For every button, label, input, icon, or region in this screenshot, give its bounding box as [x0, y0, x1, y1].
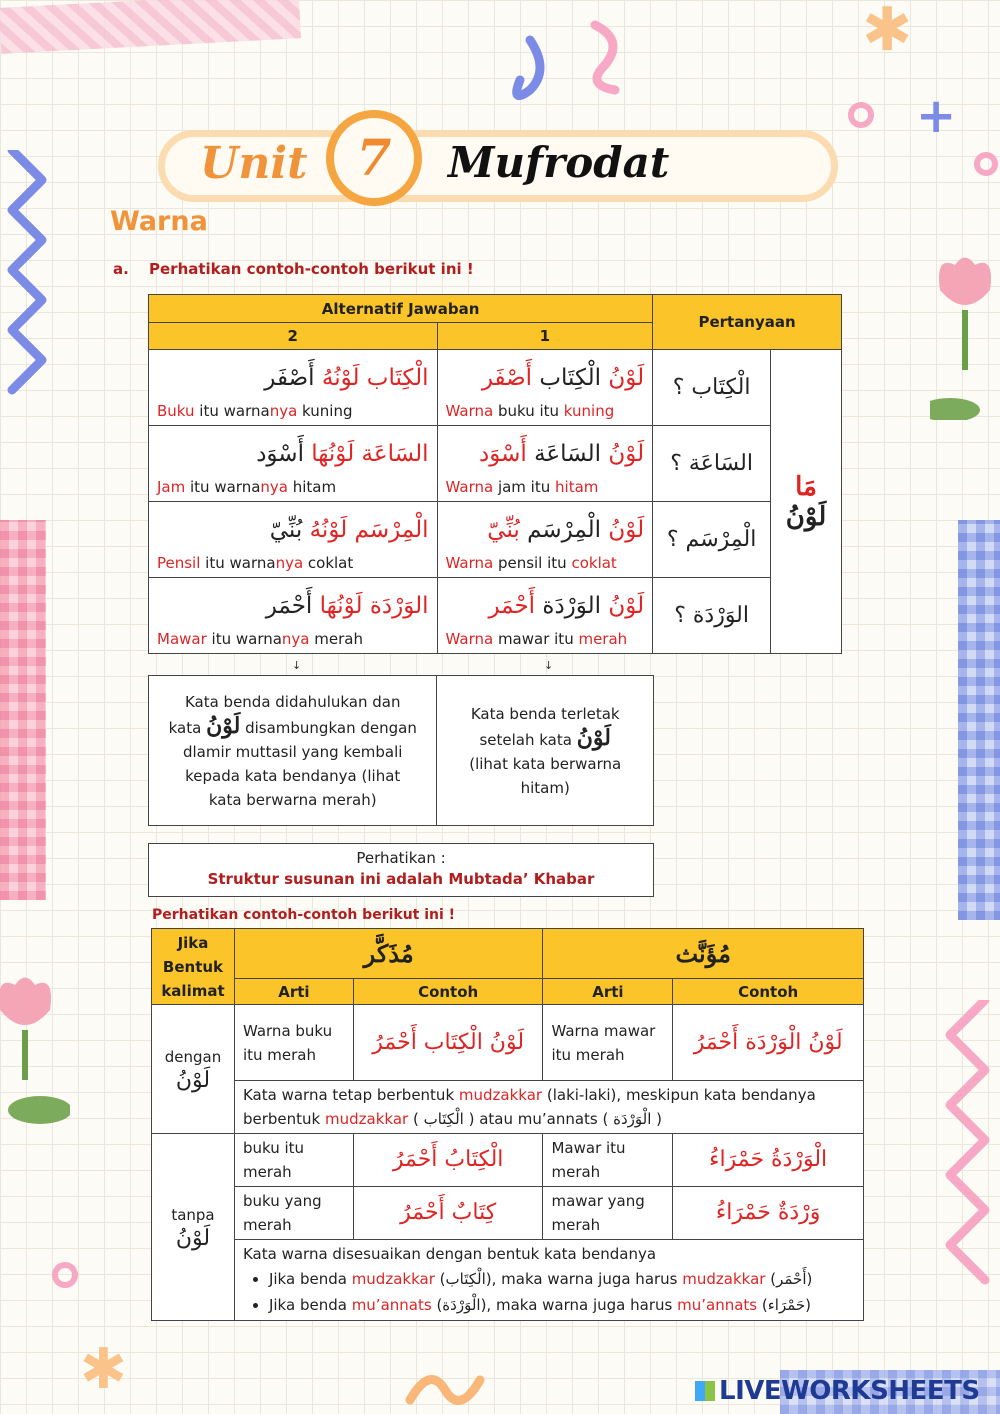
answer-1-arabic: لَوْنُ الْمِرْسَم بُنِّيّ [437, 502, 653, 552]
liveworksheets-icon [695, 1381, 715, 1401]
answer-2-arabic: الْكِتَاب لَوْنُهُ أَصْفَر [149, 350, 438, 400]
note-heading: Perhatikan : [356, 849, 446, 867]
list-item: • Jika benda mu’annats (الْوَرْدَة), maka warna juga harus mu’annats (حَمْرَاء) [269, 1292, 855, 1318]
arti-muannats: Mawar itu merah [543, 1134, 673, 1187]
header-contoh: Contoh [673, 979, 864, 1005]
header-pertanyaan: Pertanyaan [653, 295, 842, 350]
question-word: مَا لَوْنُ [771, 350, 842, 654]
zigzag-left [2, 150, 52, 410]
flower-right [930, 250, 1000, 420]
row-tanpa: tanpa لَوْنُ [152, 1134, 235, 1321]
flower-left [0, 970, 70, 1140]
instruction-a [113, 260, 474, 278]
answer-1-arabic: لَوْنُ السَاعَة أَسْوَد [437, 426, 653, 476]
meaning-1: Warna buku itu kuning [437, 400, 653, 426]
instruction-b: Perhatikan contoh-contoh berikut ini ! [152, 907, 456, 923]
ring-top-right [848, 102, 874, 128]
section-title: Warna [110, 206, 208, 237]
examples-table [148, 294, 842, 654]
header-mudzakkar: مُذَكَّر [234, 929, 543, 979]
header-col-2: 2 [149, 323, 438, 350]
plus-top-right: + [916, 88, 957, 144]
answer-2-arabic: الوَرْدَة لَوْنُهَا أَحْمَر [149, 578, 438, 628]
washi-tape-left [0, 520, 46, 900]
squiggle-top [500, 20, 640, 110]
explanation-left: Kata benda didahulukan dan kata لَوْنُ disambungkan dengan dlamir muttasil yang kembali kepada kata bendanya (lihat kata berwarna merah) [149, 676, 437, 826]
meaning-1: Warna jam itu hitam [437, 476, 653, 502]
ring-bottom-left [52, 1262, 78, 1288]
contoh-mudzakkar: كِتَابٌ أَحْمَرُ [353, 1187, 543, 1240]
liveworksheets-logo[interactable]: LIVEWORKSHEETS [695, 1376, 980, 1406]
unit-number-badge: 7 [326, 110, 422, 206]
ring-right [974, 152, 998, 176]
meaning-2: Mawar itu warnanya merah [149, 628, 438, 654]
meaning-2: Pensil itu warnanya coklat [149, 552, 438, 578]
arrow-down-icon: ↓ [544, 659, 554, 672]
note-text: Struktur susunan ini adalah Mubtada’ Khabar [207, 870, 595, 888]
answer-1-arabic: لَوْنُ الوَرْدَة أَحْمَر [437, 578, 653, 628]
question-cell: السَاعَة ؟ [653, 426, 771, 502]
list-item: • Jika benda mudzakkar (الْكِتَاب), maka warna juga harus mudzakkar (أَحْمَر) [269, 1266, 855, 1292]
arti-mudzakkar: buku yang merah [234, 1187, 353, 1240]
washi-tape-right [958, 520, 1000, 920]
arti-mudzakkar: Warna buku itu merah [234, 1005, 353, 1081]
star-top-right: ✱ [862, 0, 913, 65]
answer-1-arabic: لَوْنُ الْكِتَاب أَصْفَر [437, 350, 653, 400]
question-cell: الْمِرْسَم ؟ [653, 502, 771, 578]
header-alternatif: Alternatif Jawaban [149, 295, 653, 323]
structure-note [148, 843, 654, 897]
arti-muannats: mawar yang merah [543, 1187, 673, 1240]
answer-2-arabic: السَاعَة لَوْنُهَا أَسْوَد [149, 426, 438, 476]
note-dengan: Kata warna tetap berbentuk mudzakkar (laki-laki), meskipun kata bendanya berbentuk mudzakkar ( الْكِتَاب ) atau mu’annats ( الْوَرْدَة ) [234, 1081, 863, 1134]
contoh-muannats: لَوْنُ الْوَرْدَة أَحْمَرُ [673, 1005, 864, 1081]
instruction-a-label: a. [113, 260, 129, 278]
meaning-2: Buku itu warnanya kuning [149, 400, 438, 426]
row-dengan: dengan لَوْنُ [152, 1005, 235, 1134]
explanation-table [148, 675, 654, 826]
arti-muannats: Warna mawar itu merah [543, 1005, 673, 1081]
header-arti: Arti [234, 979, 353, 1005]
meaning-2: Jam itu warnanya hitam [149, 476, 438, 502]
question-cell: الْكِتَاب ؟ [653, 350, 771, 426]
note-tanpa: Kata warna disesuaikan dengan bentuk kata bendanya • Jika benda mudzakkar (الْكِتَاب), maka warna juga harus mudzakkar (أَحْمَر) • Jika benda mu’annats (الْوَرْدَة), maka warna juga harus mu’annats (حَمْرَاء) [234, 1240, 863, 1321]
contoh-mudzakkar: لَوْنُ الْكِتَاب أَحْمَرُ [353, 1005, 543, 1081]
arrow-down-icon: ↓ [292, 659, 302, 672]
star-bottom-left: ✱ [80, 1337, 127, 1402]
instruction-a-text: Perhatikan contoh-contoh berikut ini ! [149, 260, 474, 278]
header-col-1: 1 [437, 323, 653, 350]
zigzag-right [935, 1000, 995, 1300]
unit-label: Unit [200, 138, 308, 189]
header-jika: Jika Bentuk kalimat [152, 929, 235, 1005]
meaning-1: Warna pensil itu coklat [437, 552, 653, 578]
meaning-1: Warna mawar itu merah [437, 628, 653, 654]
contoh-muannats: وَرْدَةٌ حَمْرَاءُ [673, 1187, 864, 1240]
arti-mudzakkar: buku itu merah [234, 1134, 353, 1187]
gender-table [151, 928, 864, 1321]
washi-tape-top-left [0, 0, 301, 54]
header-arti: Arti [543, 979, 673, 1005]
squiggle-bottom [400, 1360, 500, 1414]
header-muannats: مُؤَنَّث [543, 929, 864, 979]
contoh-muannats: الْوَرْدَةُ حَمْرَاءُ [673, 1134, 864, 1187]
answer-2-arabic: الْمِرْسَم لَوْنُهُ بُنِّيّ [149, 502, 438, 552]
unit-title: Mufrodat [448, 138, 670, 187]
explanation-right: Kata benda terletak setelah kata لَوْنُ (lihat kata berwarna hitam) [437, 676, 654, 826]
contoh-mudzakkar: الْكِتَابُ أَحْمَرُ [353, 1134, 543, 1187]
header-contoh: Contoh [353, 979, 543, 1005]
question-cell: الوَرْدَة ؟ [653, 578, 771, 654]
